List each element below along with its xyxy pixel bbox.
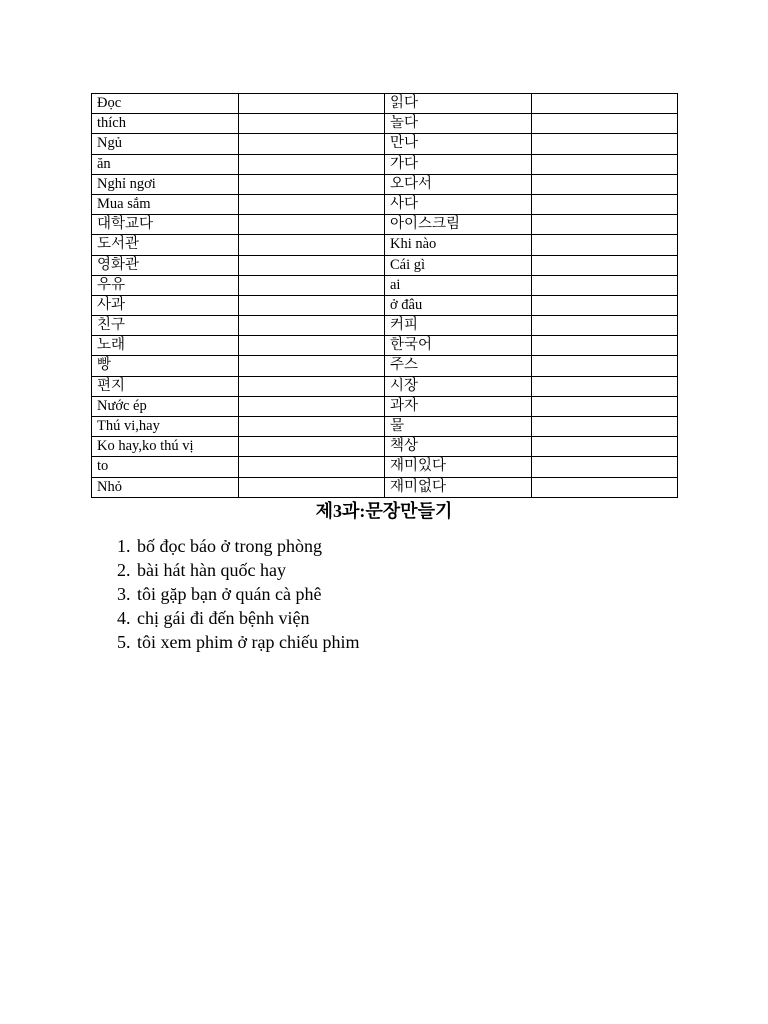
list-item: 3. tôi gặp bạn ở quán cà phê bbox=[135, 582, 359, 606]
table-cell: 빵 bbox=[92, 356, 239, 376]
table-cell: Nhỏ bbox=[92, 477, 239, 497]
table-cell: 아이스크림 bbox=[385, 215, 532, 235]
table-cell bbox=[531, 295, 678, 315]
table-cell bbox=[531, 255, 678, 275]
table-cell bbox=[238, 94, 385, 114]
table-cell bbox=[531, 134, 678, 154]
table-cell bbox=[238, 255, 385, 275]
table-cell: Mua sắm bbox=[92, 194, 239, 214]
table-cell bbox=[531, 437, 678, 457]
table-cell: Nghỉ ngơi bbox=[92, 174, 239, 194]
list-item: 4. chị gái đi đến bệnh viện bbox=[135, 606, 359, 630]
table-cell bbox=[531, 215, 678, 235]
table-cell: 사과 bbox=[92, 295, 239, 315]
table-cell bbox=[531, 477, 678, 497]
table-cell: Ko hay,ko thú vị bbox=[92, 437, 239, 457]
table-row bbox=[92, 295, 678, 315]
table-row bbox=[92, 174, 678, 194]
table-row bbox=[92, 477, 678, 497]
list-item: 5. tôi xem phim ở rạp chiếu phim bbox=[135, 630, 359, 654]
table-cell bbox=[531, 417, 678, 437]
table-cell bbox=[238, 356, 385, 376]
table-cell: 친구 bbox=[92, 316, 239, 336]
table-cell: 한국어 bbox=[385, 336, 532, 356]
table-cell: 주스 bbox=[385, 356, 532, 376]
table-cell bbox=[238, 295, 385, 315]
table-cell: Đọc bbox=[92, 94, 239, 114]
table-row bbox=[92, 316, 678, 336]
table-cell bbox=[531, 235, 678, 255]
table-cell bbox=[531, 336, 678, 356]
table-cell bbox=[531, 114, 678, 134]
table-cell: 재미있다 bbox=[385, 457, 532, 477]
table-cell: 시장 bbox=[385, 376, 532, 396]
table-cell bbox=[531, 457, 678, 477]
table-cell: 편지 bbox=[92, 376, 239, 396]
table-row bbox=[92, 396, 678, 416]
table-cell bbox=[531, 194, 678, 214]
table-cell bbox=[238, 396, 385, 416]
table-cell: thích bbox=[92, 114, 239, 134]
table-cell bbox=[238, 194, 385, 214]
table-row bbox=[92, 134, 678, 154]
table-cell: Nước ép bbox=[92, 396, 239, 416]
table-cell bbox=[531, 174, 678, 194]
table-cell bbox=[238, 417, 385, 437]
table-cell: 읽다 bbox=[385, 94, 532, 114]
table-row bbox=[92, 356, 678, 376]
table-cell: Cái gì bbox=[385, 255, 532, 275]
table-cell: 사다 bbox=[385, 194, 532, 214]
table-row bbox=[92, 255, 678, 275]
table-cell: 놀다 bbox=[385, 114, 532, 134]
table-cell: 만나 bbox=[385, 134, 532, 154]
table-cell bbox=[238, 316, 385, 336]
table-cell: ai bbox=[385, 275, 532, 295]
table-row bbox=[92, 94, 678, 114]
table-row bbox=[92, 114, 678, 134]
table-row bbox=[92, 376, 678, 396]
table-cell bbox=[238, 174, 385, 194]
table-row bbox=[92, 194, 678, 214]
vocabulary-table-body bbox=[92, 94, 678, 498]
table-cell: 도서관 bbox=[92, 235, 239, 255]
table-cell: 노래 bbox=[92, 336, 239, 356]
table-cell: 대학교다 bbox=[92, 215, 239, 235]
table-row bbox=[92, 235, 678, 255]
table-cell: 영화관 bbox=[92, 255, 239, 275]
table-row bbox=[92, 457, 678, 477]
vocabulary-table bbox=[91, 93, 678, 498]
table-cell: to bbox=[92, 457, 239, 477]
table-cell bbox=[531, 356, 678, 376]
table-cell bbox=[238, 215, 385, 235]
table-cell: 책상 bbox=[385, 437, 532, 457]
table-row bbox=[92, 417, 678, 437]
table-cell: Thú vi,hay bbox=[92, 417, 239, 437]
table-cell bbox=[238, 336, 385, 356]
exercise-heading: 제3과:문장만들기 bbox=[315, 501, 453, 521]
table-row bbox=[92, 215, 678, 235]
table-cell bbox=[238, 114, 385, 134]
table-cell bbox=[531, 396, 678, 416]
table-cell bbox=[531, 316, 678, 336]
list-item: 2. bài hát hàn quốc hay bbox=[135, 558, 359, 582]
table-cell bbox=[531, 275, 678, 295]
table-cell bbox=[238, 376, 385, 396]
table-cell: 커피 bbox=[385, 316, 532, 336]
table-cell: 물 bbox=[385, 417, 532, 437]
table-cell bbox=[238, 477, 385, 497]
table-cell bbox=[238, 154, 385, 174]
table-row bbox=[92, 275, 678, 295]
table-row bbox=[92, 336, 678, 356]
table-cell: 우유 bbox=[92, 275, 239, 295]
table-cell bbox=[238, 235, 385, 255]
table-cell bbox=[531, 94, 678, 114]
table-cell: ăn bbox=[92, 154, 239, 174]
list-item: 1. bố đọc báo ở trong phòng bbox=[135, 534, 359, 558]
table-row bbox=[92, 154, 678, 174]
table-cell bbox=[238, 134, 385, 154]
table-cell: 가다 bbox=[385, 154, 532, 174]
table-cell: Ngủ bbox=[92, 134, 239, 154]
table-cell: 재미없다 bbox=[385, 477, 532, 497]
table-cell bbox=[238, 457, 385, 477]
table-cell: ở đâu bbox=[385, 295, 532, 315]
table-cell: 오다서 bbox=[385, 174, 532, 194]
sentence-list bbox=[91, 534, 359, 654]
table-row bbox=[92, 437, 678, 457]
table-cell: 과자 bbox=[385, 396, 532, 416]
table-cell: Khi nào bbox=[385, 235, 532, 255]
table-cell bbox=[531, 154, 678, 174]
table-cell bbox=[238, 275, 385, 295]
table-cell bbox=[238, 437, 385, 457]
table-cell bbox=[531, 376, 678, 396]
